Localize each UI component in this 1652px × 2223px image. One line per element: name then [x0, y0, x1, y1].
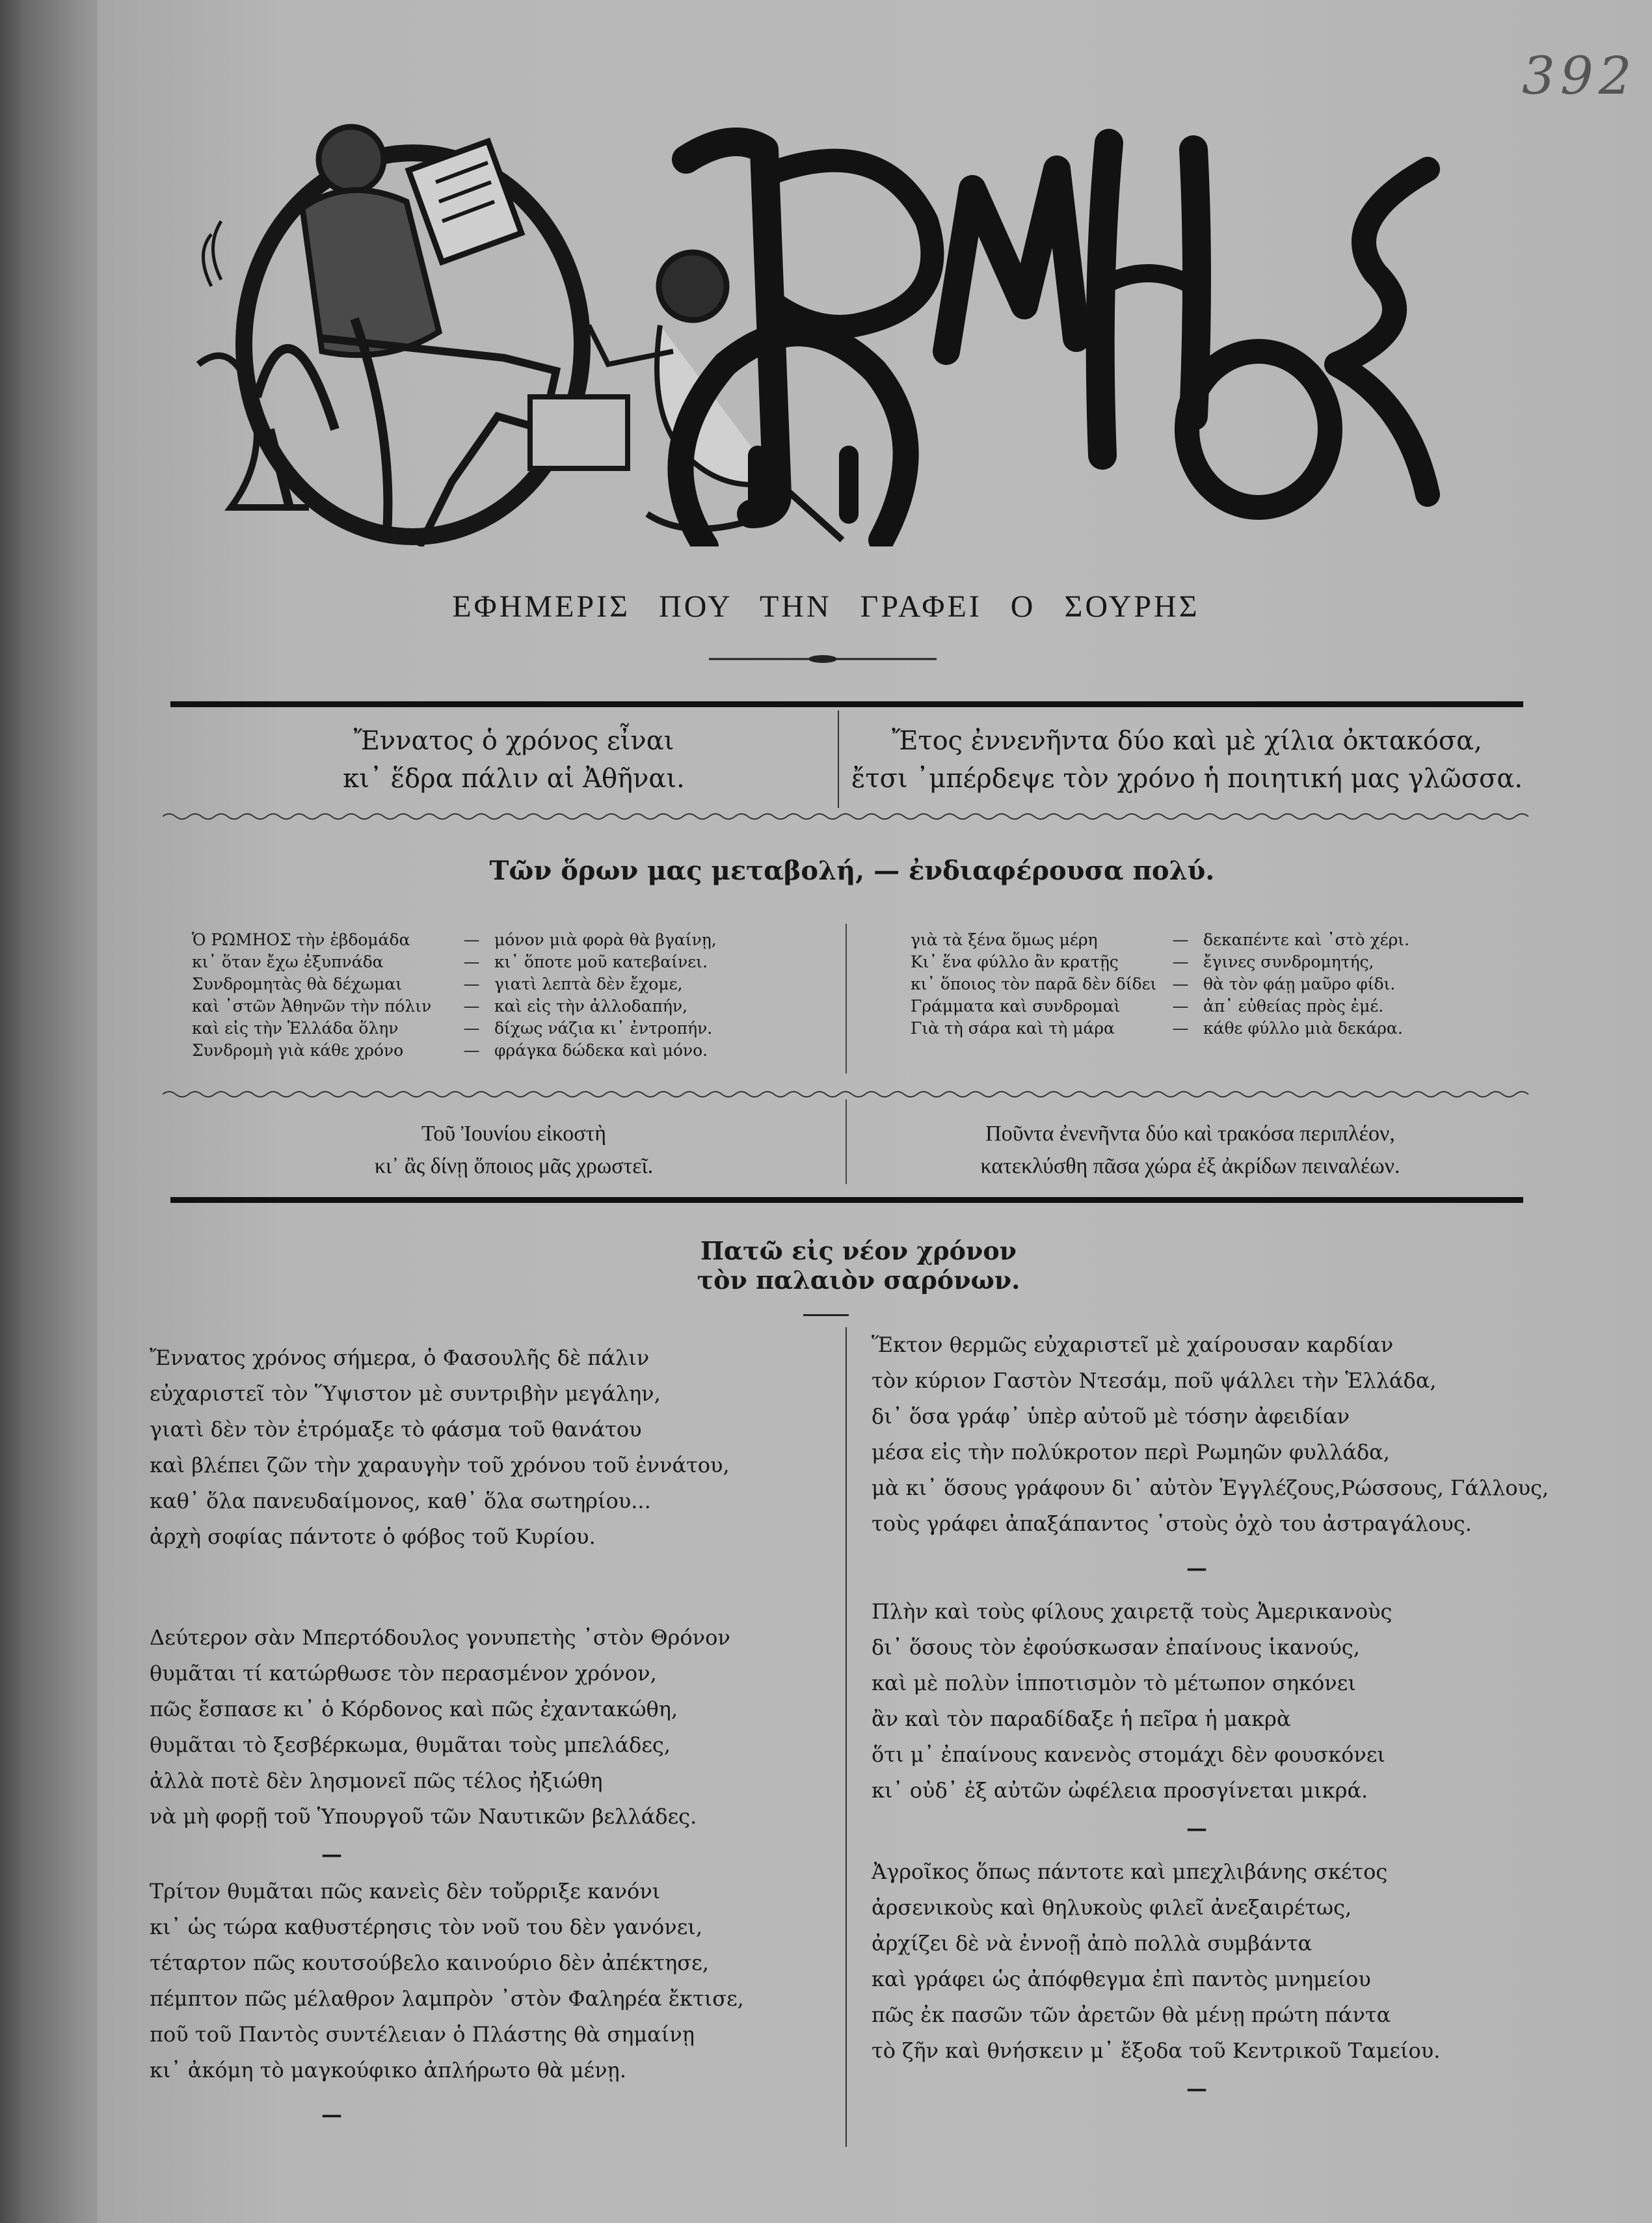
poem-line: κι᾿ ὡς τώρα καθυστέρησις τὸν νοῦ του δὲν γανόνει,	[150, 1915, 703, 1939]
poem-line: ἀρχὴ σοφίας πάντοτε ὁ φόβος τοῦ Κυρίου.	[150, 1524, 596, 1549]
poem-line: ἀλλὰ ποτὲ δὲν λησμονεῖ πῶς τέλος ἠξιώθη	[150, 1768, 603, 1793]
issue-box-right-line: κατεκλύσθη πᾶσα χώρα ἐξ ἀκρίδων πειναλέων.	[980, 1154, 1400, 1178]
poem-line: μὰ κι᾿ ὅσους γράφουν δι᾿ αὐτὸν Ἐγγλέζους,Ρώσσους, Γάλλους,	[872, 1475, 1549, 1500]
terms-row	[911, 973, 1496, 995]
terms-cell: κάθε φύλλο μιὰ δεκάρα.	[1203, 1019, 1403, 1038]
terms-cell: Συνδρομητὰς θὰ δέχωμαι	[192, 975, 403, 993]
terms-dash: —	[1172, 997, 1189, 1016]
wavy-rule	[163, 1088, 1528, 1101]
poem-line: δι᾿ ὅσους τὸν ἐφούσκωσαν ἐπαίνους ἱκανούς,	[872, 1635, 1360, 1660]
poem-line: Πλὴν καὶ τοὺς φίλους χαιρετᾷ τοὺς Ἀμερικανοὺς	[872, 1599, 1392, 1624]
poem-title-line: Πατῶ εἰς νέον χρόνον	[700, 1236, 1017, 1265]
poem-line: ἀρσενικοὺς καὶ θηλυκοὺς φιλεῖ ἀνεξαιρέτως,	[872, 1895, 1352, 1920]
poem-line: νὰ μὴ φορῇ τοῦ Ὑπουργοῦ τῶν Ναυτικῶν βελλάδες.	[150, 1804, 697, 1829]
terms-cell: θὰ τὸν φάῃ μαῦρο φίδι.	[1203, 975, 1396, 993]
poem-line: τέταρτον πῶς κουτσούβελο καινούριο δὲν ἀπέκτησε,	[150, 1950, 709, 1975]
terms-cell: μόνον μιὰ φορὰ θὰ βγαίνῃ,	[494, 930, 717, 949]
terms-row	[192, 951, 764, 973]
ornament-divider	[709, 654, 937, 664]
poem-line: τοὺς γράφει ἀπαξάπαντος ᾽στοὺς ὀχὸ του ἀστραγάλους.	[872, 1511, 1472, 1536]
date-box-left-line: Ἔννατος ὁ χρόνος εἶναι	[353, 726, 674, 756]
poem-line: πέμπτον πῶς μέλαθρον λαμπρὸν ᾽στὸν Φαληρέα ἔκτισε,	[150, 1986, 744, 2011]
terms-row	[911, 929, 1496, 951]
poem-line: Ἔννατος χρόνος σήμερα, ὁ Φασουλῆς δὲ πάλιν	[150, 1345, 650, 1370]
terms-row	[911, 951, 1496, 973]
poem-line: Τρίτον θυμᾶται πῶς κανεὶς δὲν τοὔρριξε κανόνι	[150, 1879, 661, 1904]
masthead-title	[680, 142, 1428, 546]
date-box-right-line: ἔτσι ᾽μπέρδεψε τὸν χρόνο ἡ ποιητική μας γλῶσσα.	[851, 764, 1523, 794]
header-bottom-thick-rule	[170, 1197, 1523, 1203]
terms-row	[192, 1017, 764, 1040]
poem-line: Ἕκτον θερμῶς εὐχαριστεῖ μὲ χαίρουσαν καρδίαν	[872, 1332, 1394, 1357]
terms-dash: —	[463, 952, 480, 971]
wavy-rule	[163, 810, 1528, 823]
poem-line: γιατὶ δὲν τὸν ἐτρόμαξε τὸ φάσμα τοῦ θανάτου	[150, 1417, 642, 1442]
poem-line: πῶς ἔσπασε κι᾿ ὁ Κόρδονος καὶ πῶς ἐχαντακώθη,	[150, 1697, 678, 1721]
poem-line: ὅτι μ᾿ ἐπαίνους κανενὸς στομάχι δὲν φουσκόνει	[872, 1742, 1385, 1767]
terms-row	[192, 973, 764, 995]
terms-dash: —	[1172, 930, 1189, 949]
masthead	[192, 91, 1460, 546]
poem-line: μέσα εἰς τὴν πολύκροτον περὶ Ρωμηῶν φυλλάδα,	[872, 1440, 1390, 1464]
issue-box-divider	[846, 1099, 847, 1184]
poem-line: ἂν καὶ τὸν παραδίδαξε ἡ πεῖρα ἡ μακρὰ	[872, 1706, 1291, 1731]
issue-box-left-line: Τοῦ Ἰουνίου εἰκοστὴ	[421, 1122, 607, 1146]
terms-cell: καὶ εἰς τὴν Ἑλλάδα ὅλην	[192, 1019, 399, 1038]
terms-dash: —	[463, 1019, 480, 1038]
terms-cell: Ὁ ΡΩΜΗΟΣ τὴν ἑβδομάδα	[192, 930, 410, 949]
terms-dash: —	[463, 975, 480, 993]
terms-dash: —	[463, 1041, 480, 1060]
poem-line: καθ᾿ ὅλα πανευδαίμονος, καθ᾿ ὅλα σωτηρίου...	[150, 1489, 651, 1513]
scan-binding-edge	[0, 0, 98, 2223]
poem-stanza	[872, 1854, 1535, 2069]
poem-stanza	[872, 1594, 1535, 1809]
terms-cell: κι᾿ ὅταν ἔχω ἐξυπνάδα	[192, 952, 384, 971]
top-thick-rule	[170, 701, 1523, 707]
terms-right-table	[911, 929, 1496, 1040]
date-box-divider	[838, 710, 839, 808]
terms-cell: δεκαπέντε καὶ ᾽στὸ χέρι.	[1203, 930, 1410, 949]
terms-cell: κι᾿ ὅποτε μοῦ κατεβαίνει.	[494, 952, 708, 971]
poem-line: καὶ βλέπει ζῶν τὴν χαραυγὴν τοῦ χρόνου τοῦ ἐννάτου,	[150, 1453, 730, 1477]
terms-cell: καὶ ᾽στῶν Ἀθηνῶν τὴν πόλιν	[192, 997, 432, 1016]
issue-box-left-line: κι᾿ ἂς δίνῃ ὅποιος μᾶς χρωστεῖ.	[374, 1154, 654, 1178]
poem-line: Δεύτερον σὰν Μπερτόδουλος γονυπετὴς ᾽στὸν Θρόνον	[150, 1625, 730, 1650]
terms-cell: γιατὶ λεπτὰ δὲν ἔχομε,	[494, 975, 683, 993]
poem-line: Ἀγροῖκος ὅπως πάντοτε καὶ μπεχλιβάνης σκέτος	[872, 1859, 1388, 1884]
tagline: ΕΦΗΜΕΡΙΣ ΠΟΥ ΤΗΝ ΓΡΑΦΕΙ Ο ΣΟΥΡΗΣ	[452, 589, 1200, 624]
poem-line: καὶ μὲ πολὺν ἱπποτισμὸν τὸ μέτωπον σηκόνει	[872, 1671, 1356, 1695]
poem-line: τὸν κύριον Γαστὸν Ντεσάμ, ποῦ ψάλλει τὴν Ἑλλάδα,	[872, 1368, 1437, 1393]
poem-title	[585, 1236, 1132, 1295]
terms-cell: γιὰ τὰ ξένα ὅμως μέρη	[911, 930, 1098, 949]
poem-line: κι᾿ ἀκόμη τὸ μαγκούφικο ἀπλήρωτο θὰ μένῃ.	[150, 2058, 626, 2082]
terms-cell: φράγκα δώδεκα καὶ μόνο.	[494, 1041, 708, 1060]
terms-cell: δίχως νάζια κι᾿ ἐντροπήν.	[494, 1019, 713, 1038]
column-divider	[846, 1327, 847, 2147]
terms-cell: κι᾿ ὅποιος τὸν παρᾶ δὲν δίδει	[911, 975, 1157, 993]
terms-row	[911, 1017, 1496, 1040]
poem-right-column	[872, 1327, 1549, 2101]
terms-dash: —	[1172, 952, 1189, 971]
poem-line: θυμᾶται τί κατώρθωσε τὸν περασμένον χρόνον,	[150, 1661, 657, 1686]
poem-title-line: τὸν παλαιὸν σαρόνων.	[697, 1265, 1020, 1295]
terms-dash: —	[463, 997, 480, 1016]
poem-line: ποῦ τοῦ Παντὸς συντέλειαν ὁ Πλάστης θὰ σημαίνῃ	[150, 2022, 695, 2047]
terms-cell: καὶ εἰς τὴν ἀλλοδαπήν,	[494, 997, 688, 1016]
terms-row	[192, 929, 764, 951]
poem-stanza	[150, 1340, 833, 1555]
poem-line: καὶ γράφει ὡς ἀπόφθεγμα ἐπὶ παντὸς μνημείου	[872, 1967, 1371, 1991]
terms-cell: Κι᾿ ἕνα φύλλο ἂν κρατῇς	[911, 952, 1119, 971]
poem-line: τὸ ζῆν καὶ θνήσκειν μ᾿ ἔξοδα τοῦ Κεντρικοῦ Ταμείου.	[872, 2038, 1441, 2063]
stanza-separator: —	[1186, 1816, 1207, 1840]
poem-line: δι᾿ ὅσα γράφ᾿ ὑπὲρ αὐτοῦ μὲ τόσην ἀφειδίαν	[872, 1404, 1350, 1429]
terms-cell: ἔγινες συνδρομητής,	[1203, 952, 1374, 971]
terms-cell: Γιὰ τὴ σάρα καὶ τὴ μάρα	[911, 1019, 1115, 1038]
terms-row	[192, 995, 764, 1017]
issue-box-right-line: Ποῦντα ἐνενῆντα δύο καὶ τρακόσα περιπλέον,	[985, 1122, 1395, 1146]
issue-box-left	[215, 1118, 813, 1183]
terms-row	[192, 1040, 764, 1062]
poem-line: εὐχαριστεῖ τὸν Ὕψιστον μὲ συντριβὴν μεγάλην,	[150, 1381, 661, 1406]
terms-left-table	[192, 929, 764, 1062]
terms-cell: Γράμματα καὶ συνδρομαὶ	[911, 997, 1121, 1016]
poem-line: ἀρχίζει δὲ νὰ ἐννοῇ ἀπὸ πολλὰ συμβάντα	[872, 1931, 1312, 1956]
terms-dash: —	[1172, 1019, 1189, 1038]
poem-stanza	[150, 1874, 833, 2088]
poem-stanza	[150, 1620, 833, 1835]
date-box-left-line: κι᾿ ἕδρα πάλιν αἱ Ἀθῆναι.	[343, 764, 685, 794]
poem-line: θυμᾶται τὸ ξεσβέρκωμα, θυμᾶται τοὺς μπελάδες,	[150, 1732, 671, 1757]
issue-box-right	[859, 1118, 1522, 1183]
terms-row	[911, 995, 1496, 1017]
terms-cell: Συνδρομὴ γιὰ κάθε χρόνο	[192, 1041, 404, 1060]
poem-line: κι᾿ οὐδ᾿ ἐξ αὐτῶν ὠφέλεια προσγίνεται μικρά.	[872, 1778, 1368, 1803]
terms-dash: —	[463, 930, 480, 949]
poem-line: πῶς ἐκ πασῶν τῶν ἀρετῶν θὰ μένῃ πρώτη πάντα	[872, 2002, 1391, 2027]
terms-divider	[846, 924, 847, 1073]
date-box-left	[215, 722, 813, 798]
poem-left-column	[150, 1340, 833, 2127]
terms-dash: —	[1172, 975, 1189, 993]
poem-stanza	[872, 1327, 1549, 1542]
stanza-separator: —	[321, 2102, 342, 2127]
stanza-separator: —	[1186, 2076, 1207, 2101]
date-box-right	[846, 722, 1528, 798]
stanza-separator: —	[321, 1842, 342, 1866]
page-number: 392	[1522, 46, 1637, 106]
stanza-separator: —	[1186, 1556, 1207, 1580]
terms-cell: ἀπ᾿ εὐθείας πρὸς ἐμέ.	[1203, 997, 1384, 1016]
poem-title-rule	[803, 1314, 849, 1316]
terms-title: Τῶν ὅρων μας μεταβολή, — ἐνδιαφέρουσα πολύ.	[489, 856, 1215, 886]
date-box-right-line: Ἔτος ἐννενῆντα δύο καὶ μὲ χίλια ὀκτακόσα,	[892, 726, 1482, 756]
